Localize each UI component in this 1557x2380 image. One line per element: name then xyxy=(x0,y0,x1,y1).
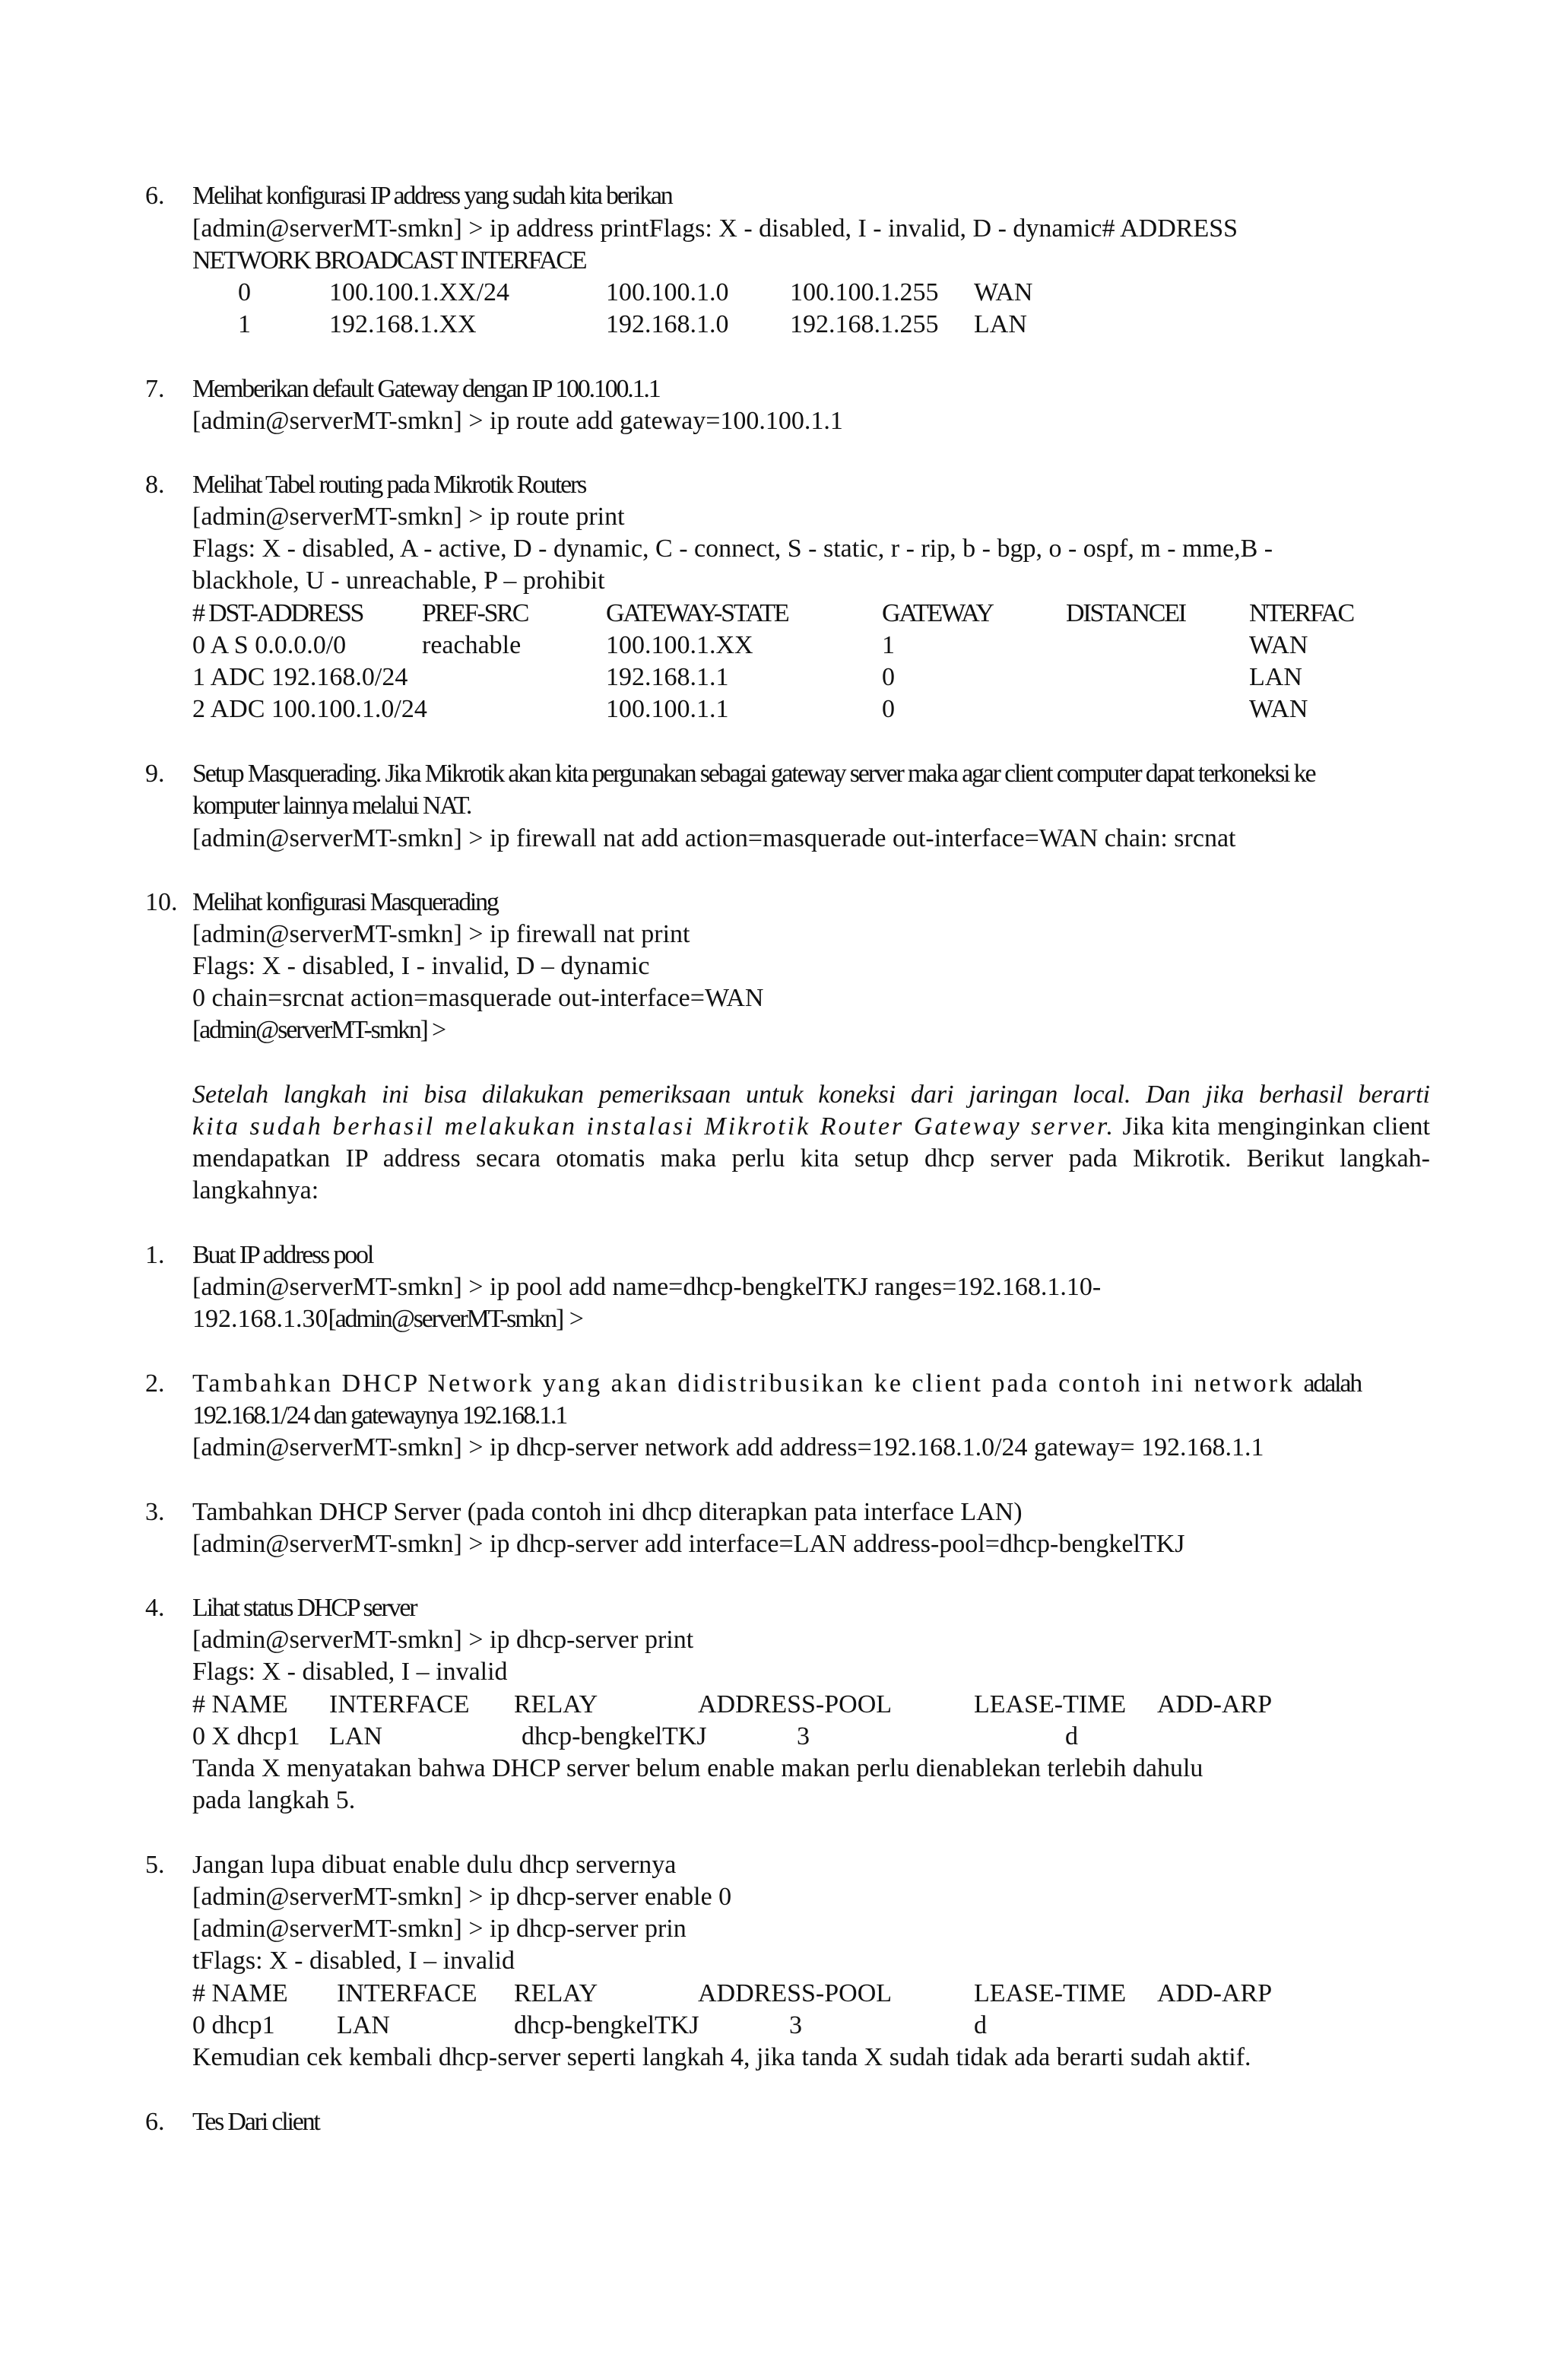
item-number: 10. xyxy=(145,888,178,916)
command-line: 192.168.1.30[admin@serverMT-smkn] > xyxy=(192,1305,584,1333)
section-heading: Lihat status DHCP server xyxy=(192,1594,417,1622)
command-line: [admin@serverMT-smkn] > ip firewall nat add action=masquerade out-interface=WAN chain: srcnat xyxy=(192,824,1236,852)
document-page: 6. Melihat konfigurasi IP address yang sudah kita berikan [admin@serverMT-smkn] > ip address printFlags: X - disabled, I - invalid, D - dynamic# ADDRESS NETWORK BROADCAST INTERFACE 0 100.100.1.XX/24 100.100.1.0 100.100.1.255 WAN 1 192.168.1.XX 192.168.1.0 192.168.1.255 LAN 7. Memberikan default Gateway dengan IP 100.100.1.1 [admin@serverMT-smkn] > ip route add gateway=100.100.1.1 8. Melihat Tabel routing pada Mikrotik Routers [admin@serverMT-smkn] > ip route print Flags: X - disabled, A - active, D - dynamic, C - connect, S - static, r - rip, b - bgp, o - ospf, m - mme,B - blackhole, U - unreachable, P – prohibit # DST-ADDRESS PREF-SRC GATEWAY-STATE GATEWAY DISTANCEI NTERFAC 0 A S 0.0.0.0/0 reachable 100.100.1.XX 1 WAN 1 ADC 192.168.0/24 192.168.1.1 0 LAN 2 ADC 100.100.1.0/24 100.100.1.1 0 WAN 9. Setup Masquerading. Jika Mikrotik akan kita pergunakan sebagai gateway server maka agar client computer dapat terkoneksi ke komputer lainnya melalui NAT. [admin@serverMT-smkn] > ip firewall nat add action=masquerade out-interface=WAN chain: srcnat 10. Melihat konfigurasi Masquerading [admin@serverMT-smkn] > ip firewall nat print Flags: X - disabled, I - invalid, D – dynamic 0 chain=srcnat action=masquerade out-interface=WAN [admin@serverMT-smkn] > Setelah langkah ini bisa dilakukan pemeriksaan untuk koneksi dari jaringan local. Dan jika berhasil berarti kita sudah berhasil melakukan instalasi Mikrotik Router Gateway server. Jika kita menginginkan client mendapatkan IP address secara otomatis maka perlu kita setup dhcp server pada Mikrotik. Berikut langkah- langkahnya: 1. Buat IP address pool [admin@serverMT-smkn] > ip pool add name=dhcp-bengkelTKJ ranges=192.168.1.10- 192.168.1.30[admin@serverMT-smkn] > 2. Tambahkan DHCP Network yang akan didistribusikan ke client pada contoh ini network adalah 192.168.1/24 dan gatewaynya 192.168.1.1 [admin@serverMT-smkn] > ip dhcp-server network add address=192.168.1.0/24 gateway= 192.168.1.1 3. Tambahkan DHCP Server (pada contoh ini dhcp diterapkan pata interface LAN) [admin@serverMT-smkn] > ip dhcp-server add interface=LAN address-pool=dhcp-bengkelTKJ 4. Lihat status DHCP server [admin@serverMT-smkn] > ip dhcp-server print Flags: X - disabled, I – invalid # NAME INTERFACE RELAY ADDRESS-POOL LEASE-TIME ADD-ARP 0 X dhcp1 LAN dhcp-bengkelTKJ 3 d Tanda X menyatakan bahwa DHCP server belum enable makan perlu dienablekan terlebih dahulu pada langkah 5. 5. Jangan lupa dibuat enable dulu dhcp servernya [admin@serverMT-smkn] > ip dhcp-server enable 0 [admin@serverMT-smkn] > ip dhcp-server prin tFlags: X - disabled, I – invalid # NAME INTERFACE RELAY ADDRESS-POOL LEASE-TIME ADD-ARP 0 dhcp1 LAN dhcp-bengkelTKJ 3 d Kemudian cek kembali dhcp-server seperti langkah 4, jika tanda X sudah tidak ada berarti sudah aktif. 6. Tes Dari client xyxy=(0,0,1557,2380)
command-line: [admin@serverMT-smkn] > ip pool add name=dhcp-bengkelTKJ ranges=192.168.1.10- xyxy=(192,1273,1102,1301)
output-line: 0 chain=srcnat action=masquerade out-interface=WAN xyxy=(192,984,764,1012)
command-line: [admin@serverMT-smkn] > ip dhcp-server print xyxy=(192,1626,694,1654)
item-number: 4. xyxy=(145,1594,165,1622)
paragraph-line: mendapatkan IP address secara otomatis maka perlu kita setup dhcp server pada Mikrotik. Berikut langkah- xyxy=(192,1144,1430,1173)
command-line: NETWORK BROADCAST INTERFACE xyxy=(192,246,586,274)
item-number: 7. xyxy=(145,375,165,403)
section-heading: Buat IP address pool xyxy=(192,1241,373,1269)
section-heading: Setup Masquerading. Jika Mikrotik akan kita pergunakan sebagai gateway server maka agar client computer dapat terkoneksi ke xyxy=(192,760,1315,788)
item-number: 8. xyxy=(145,471,165,499)
note-line: Tanda X menyatakan bahwa DHCP server belum enable makan perlu dienablekan terlebih dahulu xyxy=(192,1754,1203,1782)
section-heading: Tambahkan DHCP Network yang akan didistribusikan ke client pada contoh ini network adalah xyxy=(192,1369,1362,1398)
flags-line: Flags: X - disabled, A - active, D - dynamic, C - connect, S - static, r - rip, b - bgp, o - ospf, m - mme,B - xyxy=(192,535,1273,563)
section-heading: komputer lainnya melalui NAT. xyxy=(192,792,471,820)
section-heading: Tambahkan DHCP Server (pada contoh ini dhcp diterapkan pata interface LAN) xyxy=(192,1498,1023,1526)
item-number: 5. xyxy=(145,1851,165,1879)
section-heading: Tes Dari client xyxy=(192,2108,319,2136)
command-line: [admin@serverMT-smkn] > ip dhcp-server add interface=LAN address-pool=dhcp-bengkelTKJ xyxy=(192,1530,1185,1558)
command-line: [admin@serverMT-smkn] > ip route add gateway=100.100.1.1 xyxy=(192,407,843,435)
note-line: Kemudian cek kembali dhcp-server seperti langkah 4, jika tanda X sudah tidak ada berarti sudah aktif. xyxy=(192,2043,1251,2071)
flags-line: blackhole, U - unreachable, P – prohibit xyxy=(192,566,605,595)
flags-line: tFlags: X - disabled, I – invalid xyxy=(192,1947,515,1975)
command-line: [admin@serverMT-smkn] > ip route print xyxy=(192,503,625,531)
section-heading: Jangan lupa dibuat enable dulu dhcp servernya xyxy=(192,1851,677,1879)
item-number: 9. xyxy=(145,760,165,788)
item-number: 1. xyxy=(145,1241,165,1269)
section-heading: 192.168.1/24 dan gatewaynya 192.168.1.1 xyxy=(192,1401,567,1430)
flags-line: Flags: X - disabled, I - invalid, D – dynamic xyxy=(192,952,650,980)
command-line: [admin@serverMT-smkn] > ip address printFlags: X - disabled, I - invalid, D - dynamic# ADDRESS xyxy=(192,214,1238,243)
paragraph-line: langkahnya: xyxy=(192,1176,319,1204)
command-line: [admin@serverMT-smkn] > ip firewall nat print xyxy=(192,920,690,948)
note-line: pada langkah 5. xyxy=(192,1786,356,1814)
paragraph-line: Setelah langkah ini bisa dilakukan pemeriksaan untuk koneksi dari jaringan local. Dan jika berhasil berarti xyxy=(192,1081,1430,1109)
section-heading: Memberikan default Gateway dengan IP 100.100.1.1 xyxy=(192,375,660,403)
command-line: [admin@serverMT-smkn] > ip dhcp-server prin xyxy=(192,1915,687,1943)
item-number: 6. xyxy=(145,2108,165,2136)
item-number: 6. xyxy=(145,182,165,210)
section-heading: Melihat konfigurasi Masquerading xyxy=(192,888,498,916)
section-heading: Melihat Tabel routing pada Mikrotik Routers xyxy=(192,471,586,499)
section-heading: Melihat konfigurasi IP address yang sudah kita berikan xyxy=(192,182,672,210)
command-line: [admin@serverMT-smkn] > ip dhcp-server enable 0 xyxy=(192,1883,732,1911)
prompt-line: [admin@serverMT-smkn] > xyxy=(192,1016,445,1044)
command-line: [admin@serverMT-smkn] > ip dhcp-server network add address=192.168.1.0/24 gateway= 192.168.1.1 xyxy=(192,1433,1264,1461)
paragraph-line: kita sudah berhasil melakukan instalasi Mikrotik Router Gateway server. Jika kita menginginkan client xyxy=(192,1112,1431,1141)
flags-line: Flags: X - disabled, I – invalid xyxy=(192,1658,508,1686)
item-number: 2. xyxy=(145,1369,165,1398)
item-number: 3. xyxy=(145,1498,165,1526)
